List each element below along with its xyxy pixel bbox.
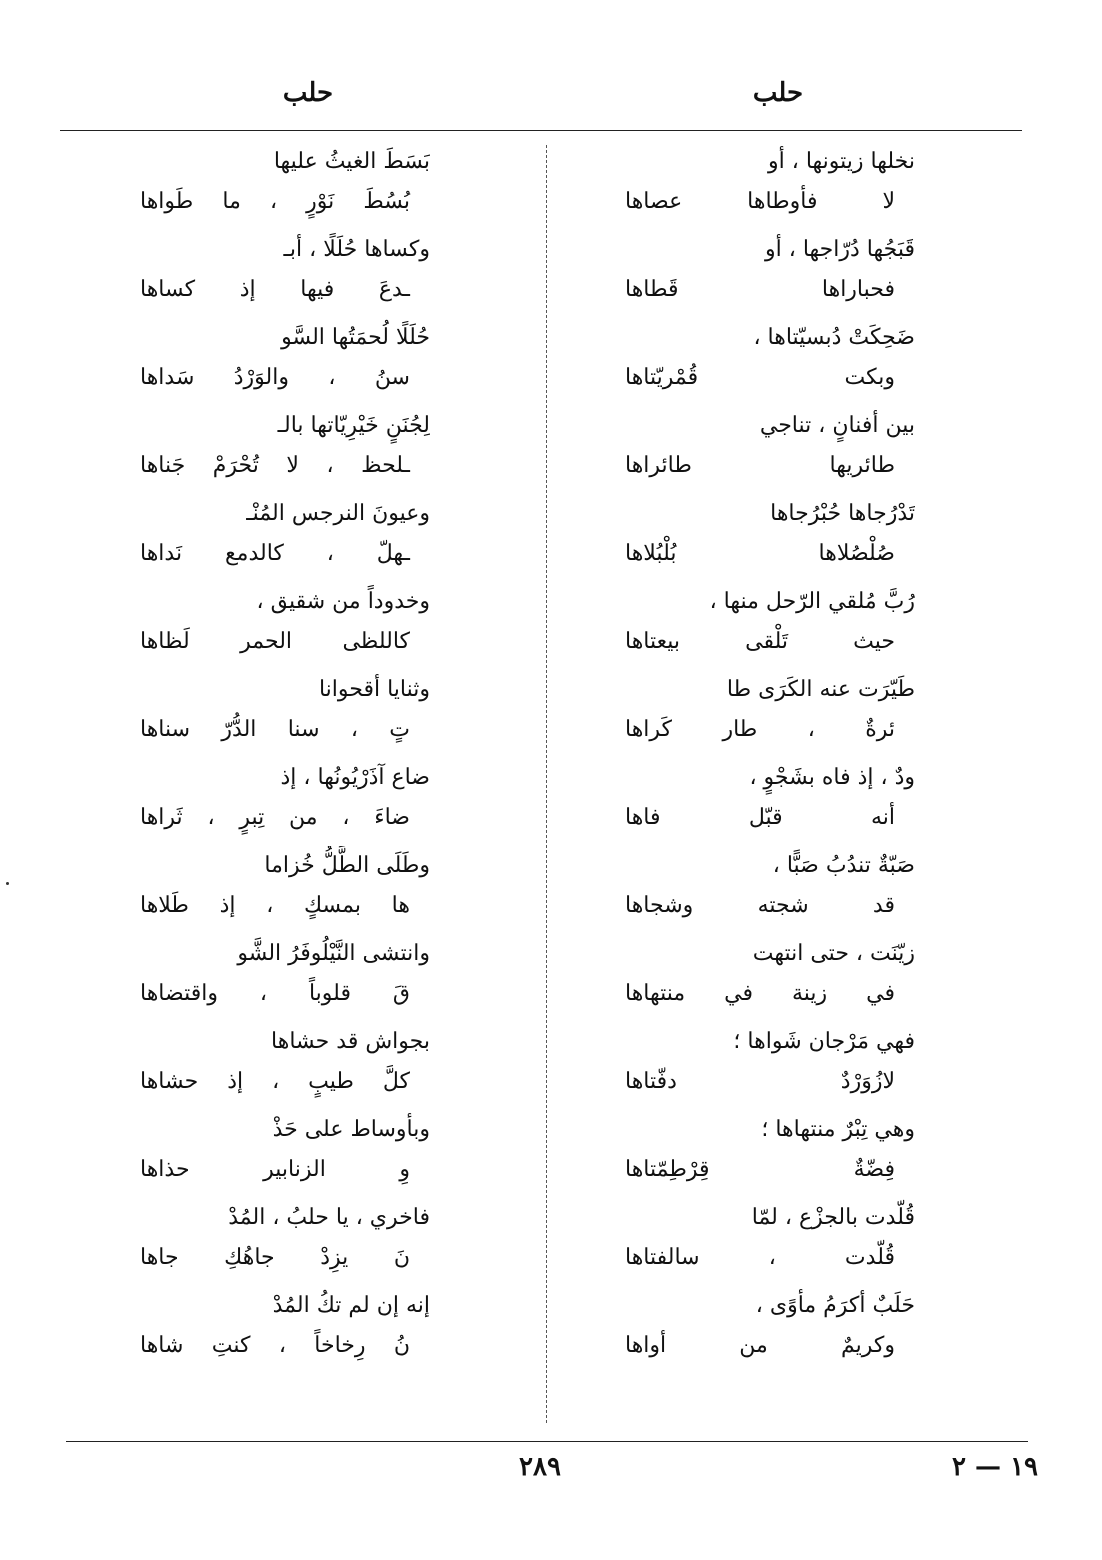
verse-line-first: فهي مَرْجان شَواها ؛ — [733, 1029, 915, 1054]
verse-line-second: نَ يزِدْ جاهُكِ جاها — [140, 1245, 410, 1270]
verse-line-first: إنه إن لم تكُ المُدْ — [272, 1293, 430, 1318]
verse-line-second: ضاءَ ، من تِبرٍ ، ثَراها — [140, 805, 410, 830]
verse-line-first: بجواش قد حشاها — [271, 1029, 430, 1054]
stanza — [140, 1022, 430, 1110]
page-number: ٢٨٩ — [519, 1452, 561, 1482]
stanza — [625, 1022, 915, 1110]
stanza — [625, 494, 915, 582]
stanza — [625, 670, 915, 758]
verse-line-second: فِضّةٌ قِرْطِمّتاها — [625, 1157, 895, 1182]
verse-line-second: وبكت قُمْريّتاها — [625, 365, 895, 390]
verse-line-second: قد شجته وشجاها — [625, 893, 895, 918]
stanza — [625, 142, 915, 230]
stanza — [625, 230, 915, 318]
verse-line-first: قَبَجُها دُرّاجها ، أو — [765, 237, 915, 262]
footer-rule — [66, 1441, 1028, 1442]
poem-column-right — [625, 142, 915, 1374]
stanza — [140, 934, 430, 1022]
verse-line-second: ها بمسكٍ ، إذ طَلاها — [140, 893, 410, 918]
stanza — [140, 758, 430, 846]
verse-line-first: فاخري ، يا حلبُ ، المُدْ — [228, 1205, 430, 1230]
verse-line-second: طائريها طائراها — [625, 453, 895, 478]
stanza — [625, 934, 915, 1022]
verse-line-second: حيث تَلْقى بيعتاها — [625, 629, 895, 654]
verse-line-second: ـلحظ ، لا تُحْرَمْ جَناها — [140, 453, 410, 478]
verse-line-first: تَدْرُجاها حُبْرُجاها — [770, 501, 915, 526]
verse-line-second: ـدعَ فيها إذ كساها — [140, 277, 410, 302]
stanza — [140, 1198, 430, 1286]
verse-line-second: في زينة في منتهاها — [625, 981, 895, 1006]
verse-line-first: بَسَطَ الغيثُ عليها — [273, 149, 430, 174]
verse-line-first: زيّنَت ، حتى انتهت — [752, 941, 915, 966]
stanza — [140, 1286, 430, 1374]
verse-line-second: لا فأوطاها عصاها — [625, 189, 895, 214]
verse-line-first: صَبّةٌ تندُبُ صَبًّا ، — [772, 853, 915, 878]
verse-line-first: طَيّرَت عنه الكَرَى طا — [726, 677, 915, 702]
verse-line-first: وطَلَى الطَّلُّ خُزاما — [264, 853, 430, 878]
running-head-right: حلب — [752, 78, 804, 108]
verse-line-first: ضَحِكَتْ دُبسيّتاها ، — [753, 325, 915, 350]
verse-line-second: صُلْصُلاها بُلْبُلاها — [625, 541, 895, 566]
verse-line-second: ئرةٌ ، طار كَراها — [625, 717, 895, 742]
verse-line-first: حُلَلًا لُحمَتُها السَّو — [281, 325, 430, 350]
header-rule — [60, 130, 1022, 131]
verse-line-second: لازُوَرْدٌ دفّتاها — [625, 1069, 895, 1094]
stanza — [140, 406, 430, 494]
verse-line-second: وكريمٌ من أواها — [625, 1333, 895, 1358]
verse-line-first: بين أفنانٍ ، تناجي — [759, 413, 915, 438]
verse-line-second: بُسُطَ نَوْرٍ ، ما طَواها — [140, 189, 410, 214]
verse-line-second: تٍ ، سنا الدُّرّ سناها — [140, 717, 410, 742]
verse-line-second: قُلّدت ، سالفتاها — [625, 1245, 895, 1270]
stanza — [625, 1198, 915, 1286]
verse-line-first: وثنايا أقحوانا — [318, 677, 430, 702]
stanza — [625, 582, 915, 670]
stanza — [140, 1110, 430, 1198]
stanza — [140, 230, 430, 318]
verse-line-first: وعيونَ النرجس المُنْـ — [246, 501, 430, 526]
verse-line-first: قُلّدت بالجزْع ، لمّا — [751, 1205, 915, 1230]
verse-line-first: نخلها زيتونها ، أو — [768, 149, 915, 174]
stanza — [140, 318, 430, 406]
verse-line-first: وانتشى النَّيْلُوفَرُ الشَّو — [237, 941, 430, 966]
stanza — [625, 846, 915, 934]
verse-line-second: ـهلّ ، كالدمع نَداها — [140, 541, 410, 566]
stanza — [625, 758, 915, 846]
stanza — [140, 494, 430, 582]
verse-line-first: وهي تِبْرٌ منتهاها ؛ — [761, 1117, 915, 1142]
stanza — [625, 1110, 915, 1198]
verse-line-second: نُ رِخاخاً ، كنتِ شاها — [140, 1333, 410, 1358]
poem-column-left — [140, 142, 430, 1374]
stanza — [140, 142, 430, 230]
verse-line-second: سنُ ، والوَرْدُ سَداها — [140, 365, 410, 390]
column-divider — [546, 145, 547, 1423]
signature-mark: ١٩ — ٢ — [951, 1452, 1038, 1482]
verse-line-first: وبأوساط على حَذْ — [272, 1117, 430, 1142]
stanza — [140, 582, 430, 670]
stanza — [625, 406, 915, 494]
verse-line-second: قَ قلوباً ، واقتضاها — [140, 981, 410, 1006]
stanza — [625, 318, 915, 406]
verse-line-second: كلَّ طيبٍ ، إذ حشاها — [140, 1069, 410, 1094]
verse-line-first: رُبَّ مُلقي الرّحل منها ، — [709, 589, 915, 614]
verse-line-second: كاللظى الحمر لَظاها — [140, 629, 410, 654]
verse-line-first: حَلَبٌ أكرَمُ مأوًى ، — [755, 1293, 915, 1318]
verse-line-first: وكساها حُلَلًا ، أبـ — [283, 237, 430, 262]
stanza — [140, 670, 430, 758]
verse-line-first: ضاع آذَرْيُونُها ، إذ — [280, 765, 430, 790]
scan-speck — [6, 882, 9, 885]
verse-line-second: أنه قبّل فاها — [625, 805, 895, 830]
running-head-left: حلب — [282, 78, 334, 108]
verse-line-first: وخدوداً من شقيق ، — [256, 589, 430, 614]
verse-line-second: فحباراها قَطاها — [625, 277, 895, 302]
stanza — [140, 846, 430, 934]
verse-line-first: لِجُنَنٍ خَيْرِيّاتها بالـ — [277, 413, 430, 438]
stanza — [625, 1286, 915, 1374]
verse-line-first: ودٌ ، إذ فاه بشَجْوٍ ، — [749, 765, 915, 790]
verse-line-second: وِ الزنابير حذاها — [140, 1157, 410, 1182]
